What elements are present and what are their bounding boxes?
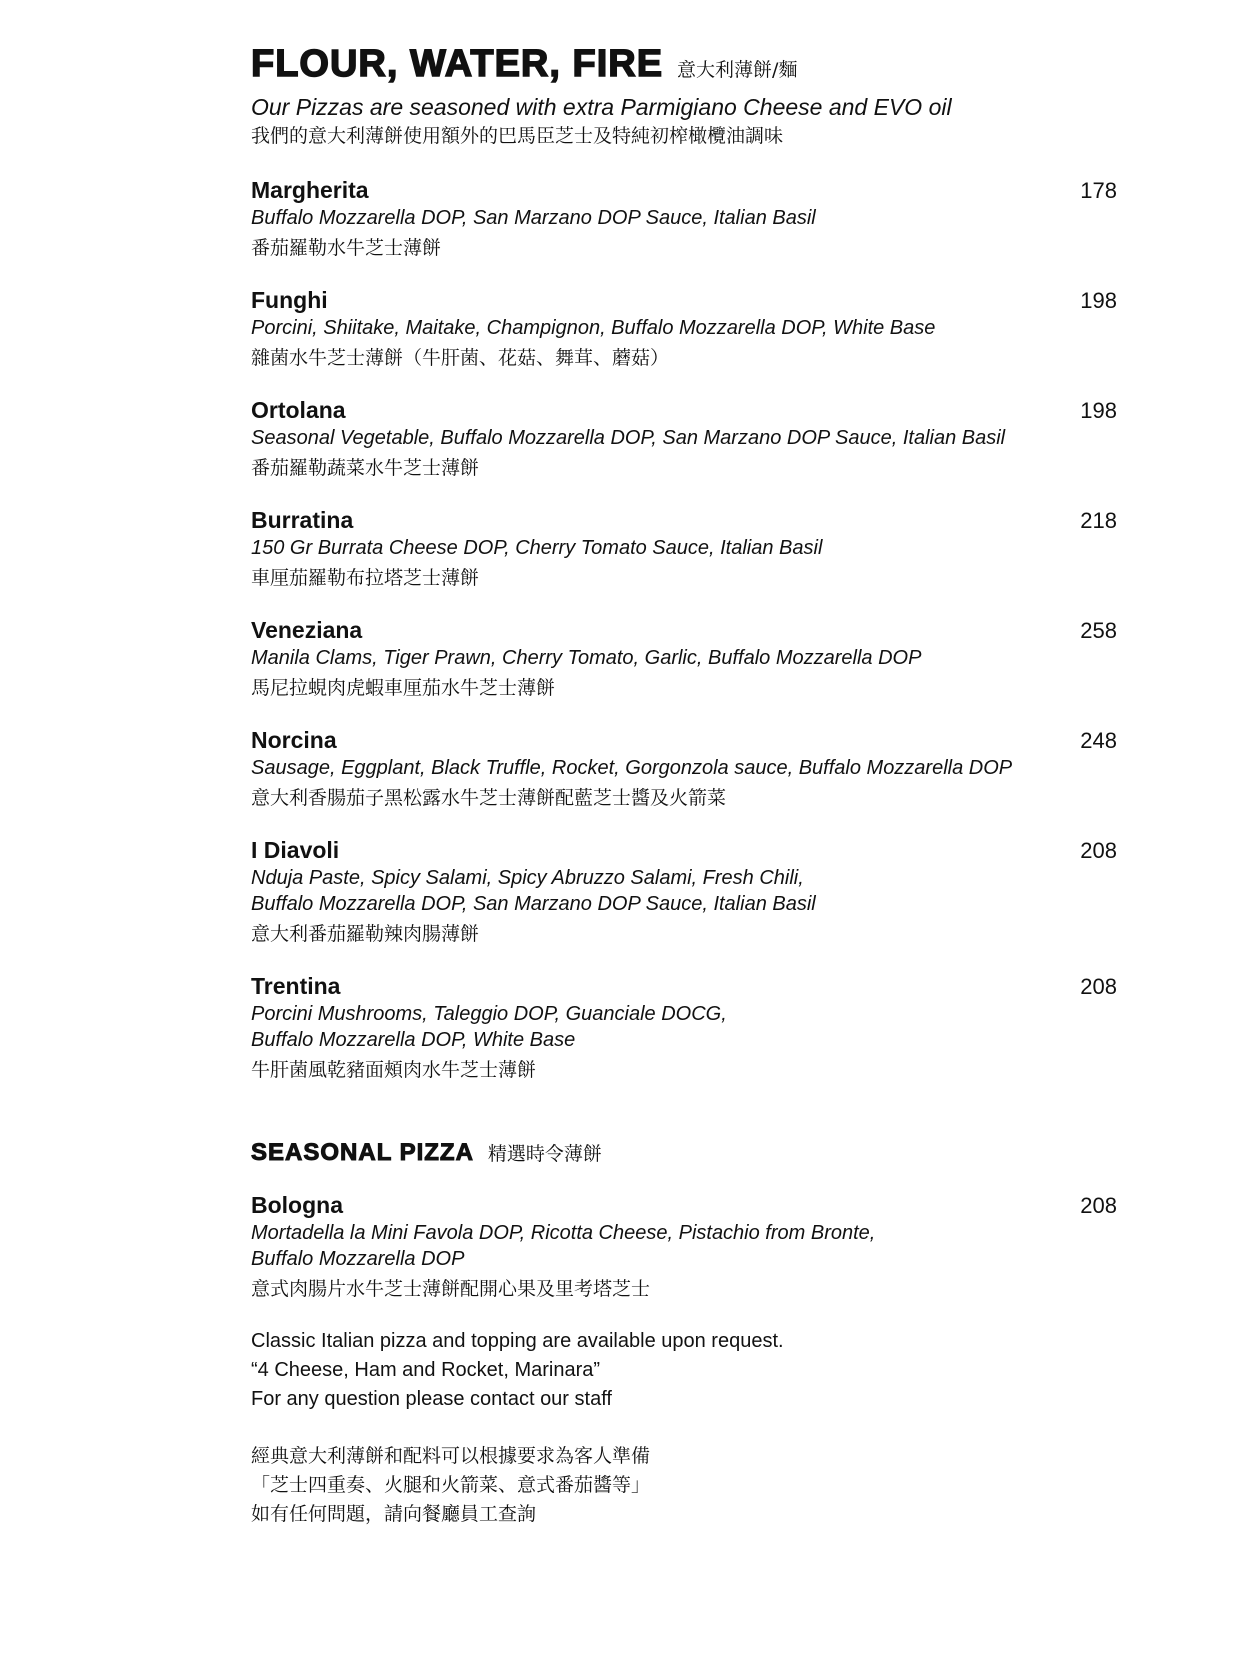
note-line-zh: 如有任何問題，請向餐廳員工查詢 xyxy=(251,1503,537,1525)
item-name: Ortolana xyxy=(251,397,346,423)
seasonal-section xyxy=(251,1137,1117,1304)
seasonal-title: SEASONAL PIZZA xyxy=(251,1139,474,1166)
intro-text: Our Pizzas are seasoned with extra Parmigiano Cheese and EVO oil xyxy=(251,94,952,120)
menu-item xyxy=(251,972,1117,1085)
item-name-zh: 車厘茄羅勒布拉塔芝士薄餅 xyxy=(251,567,480,589)
item-name-zh: 番茄羅勒蔬菜水牛芝士薄餅 xyxy=(251,457,480,479)
item-name-zh: 意式肉腸片水牛芝士薄餅配開心果及里考塔芝士 xyxy=(251,1278,651,1300)
note-line: For any question please contact our staff xyxy=(251,1388,612,1410)
item-name-zh: 意大利香腸茄子黑松露水牛芝士薄餅配藍芝士醬及火箭菜 xyxy=(251,787,727,809)
item-description: Mortadella la Mini Favola DOP, Ricotta Cheese, Pistachio from Bronte, xyxy=(251,1222,876,1244)
item-name-zh: 牛肝菌風乾豬面頰肉水牛芝士薄餅 xyxy=(251,1059,537,1081)
notes-zh xyxy=(251,1442,1117,1529)
item-price: 208 xyxy=(1080,1193,1117,1218)
item-name: Bologna xyxy=(251,1192,343,1218)
item-description: Buffalo Mozzarella DOP, San Marzano DOP Sauce, Italian Basil xyxy=(251,893,816,915)
item-price: 178 xyxy=(1080,178,1117,203)
section-header xyxy=(251,40,1117,88)
item-description: Buffalo Mozzarella DOP, San Marzano DOP Sauce, Italian Basil xyxy=(251,207,816,229)
note-line-zh: 經典意大利薄餅和配料可以根據要求為客人準備 xyxy=(251,1445,651,1467)
item-price: 218 xyxy=(1080,508,1117,533)
item-name: Funghi xyxy=(251,287,328,313)
menu-item xyxy=(251,1191,1117,1304)
intro-text-zh: 我們的意大利薄餅使用額外的巴馬臣芝士及特純初榨橄欖油調味 xyxy=(251,125,784,147)
item-name: Veneziana xyxy=(251,617,363,643)
menu-item xyxy=(251,396,1117,483)
item-name-zh: 意大利番茄羅勒辣肉腸薄餅 xyxy=(251,923,480,945)
item-name-zh: 番茄羅勒水牛芝士薄餅 xyxy=(251,237,442,259)
item-description: 150 Gr Burrata Cheese DOP, Cherry Tomato Sauce, Italian Basil xyxy=(251,537,823,559)
notes xyxy=(251,1327,1117,1529)
item-name: Norcina xyxy=(251,727,337,753)
seasonal-title-zh: 精選時令薄餅 xyxy=(487,1143,602,1165)
pizza-list xyxy=(251,176,1117,1085)
menu-item xyxy=(251,726,1117,813)
menu-item xyxy=(251,286,1117,373)
item-description: Buffalo Mozzarella DOP xyxy=(251,1248,465,1270)
seasonal-header xyxy=(251,1137,1117,1169)
item-description: Manila Clams, Tiger Prawn, Cherry Tomato, Garlic, Buffalo Mozzarella DOP xyxy=(251,647,922,669)
item-name-zh: 馬尼拉蜆肉虎蝦車厘茄水牛芝士薄餅 xyxy=(251,677,556,699)
menu-page xyxy=(251,40,1117,1529)
note-line: “4 Cheese, Ham and Rocket, Marinara” xyxy=(251,1359,601,1381)
menu-item xyxy=(251,616,1117,703)
item-price: 248 xyxy=(1080,728,1117,753)
note-line: Classic Italian pizza and topping are available upon request. xyxy=(251,1330,784,1352)
item-description: Seasonal Vegetable, Buffalo Mozzarella DOP, San Marzano DOP Sauce, Italian Basil xyxy=(251,427,1006,449)
section-title-zh: 意大利薄餅/麵 xyxy=(677,59,798,81)
menu-item xyxy=(251,176,1117,263)
menu-item xyxy=(251,506,1117,593)
item-price: 198 xyxy=(1080,398,1117,423)
item-price: 208 xyxy=(1080,838,1117,863)
menu-item xyxy=(251,836,1117,949)
item-description: Porcini, Shiitake, Maitake, Champignon, Buffalo Mozzarella DOP, White Base xyxy=(251,317,936,339)
item-description: Porcini Mushrooms, Taleggio DOP, Guanciale DOCG, xyxy=(251,1003,727,1025)
note-line-zh: 「芝士四重奏、火腿和火箭菜、意式番茄醬等」 xyxy=(251,1474,651,1496)
item-name: Burratina xyxy=(251,507,354,533)
item-description: Sausage, Eggplant, Black Truffle, Rocket, Gorgonzola sauce, Buffalo Mozzarella DOP xyxy=(251,757,1013,779)
item-name-zh: 雜菌水牛芝士薄餅（牛肝菌、花菇、舞茸、蘑菇） xyxy=(251,347,670,369)
seasonal-list xyxy=(251,1191,1117,1304)
item-description: Buffalo Mozzarella DOP, White Base xyxy=(251,1029,576,1051)
item-name: Trentina xyxy=(251,973,341,999)
item-name: I Diavoli xyxy=(251,837,340,863)
section-title: FLOUR, WATER, FIRE xyxy=(251,43,664,85)
item-description: Nduja Paste, Spicy Salami, Spicy Abruzzo Salami, Fresh Chili, xyxy=(251,867,804,889)
item-price: 198 xyxy=(1080,288,1117,313)
item-price: 208 xyxy=(1080,974,1117,999)
item-name: Margherita xyxy=(251,177,369,203)
item-price: 258 xyxy=(1080,618,1117,643)
